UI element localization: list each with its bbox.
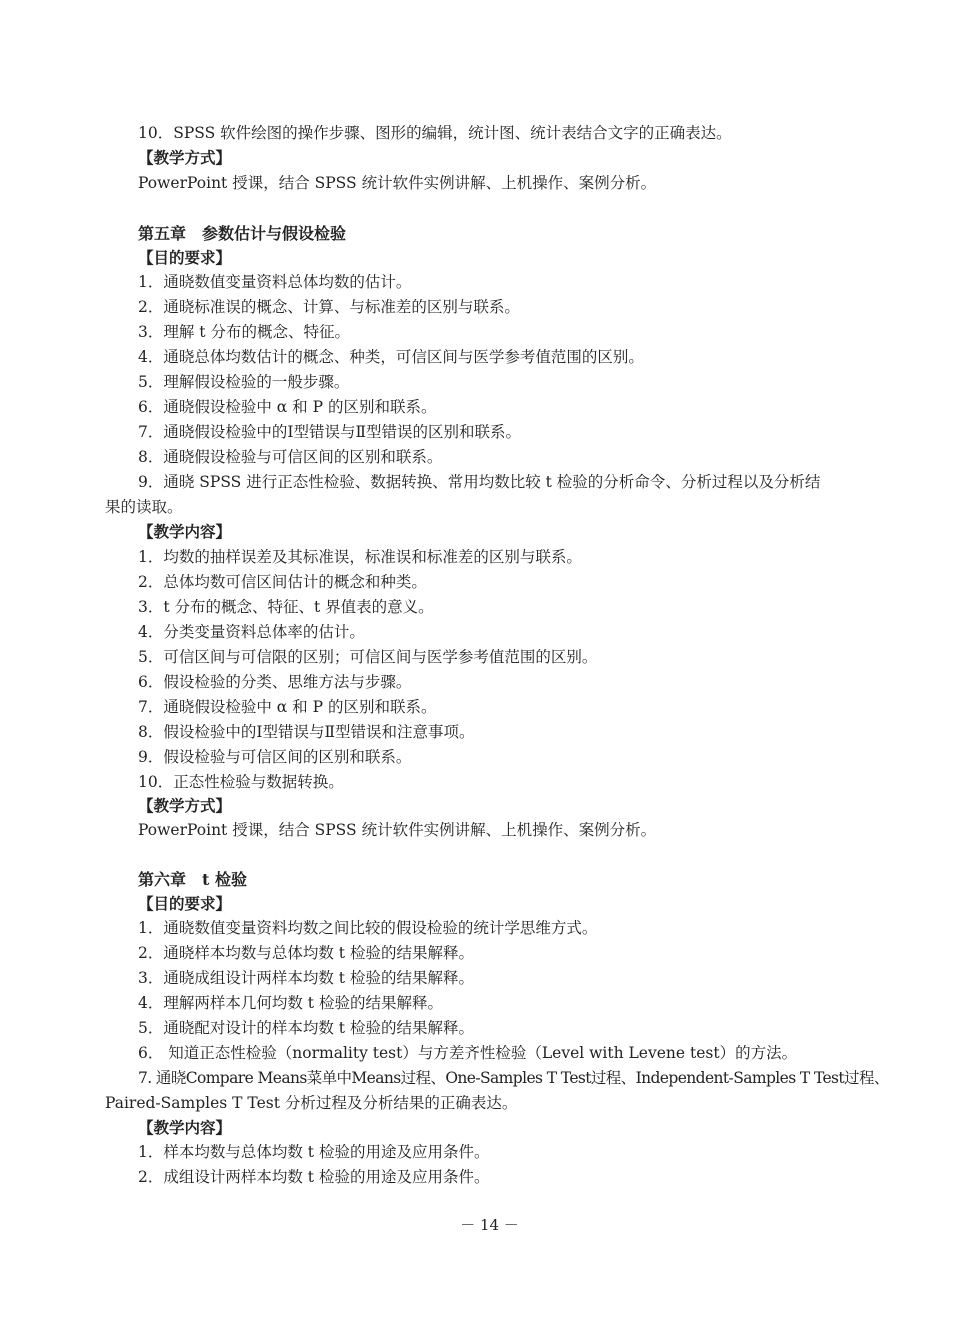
list-item: 8．通晓假设检验与可信区间的区别和联系。 — [138, 448, 443, 466]
list-item-continuation: Paired-Samples T Test 分析过程及分析结果的正确表达。 — [105, 1094, 518, 1112]
list-item: 10．正态性检验与数据转换。 — [138, 773, 344, 791]
list-item: 4．分类变量资料总体率的估计。 — [138, 623, 365, 641]
page-number: － 14 － — [460, 1216, 519, 1234]
list-item: 8．假设检验中的Ⅰ型错误与Ⅱ型错误和注意事项。 — [138, 723, 475, 741]
section-heading: 【教学内容】 — [138, 1118, 232, 1137]
section-heading: 【教学方式】 — [138, 148, 232, 167]
list-item: 1．均数的抽样误差及其标准误，标准误和标准差的区别与联系。 — [138, 548, 582, 566]
list-item: 2．总体均数可信区间估计的概念和种类。 — [138, 573, 427, 591]
section-heading: 【目的要求】 — [138, 248, 232, 267]
list-item: 4．理解两样本几何均数 t 检验的结果解释。 — [138, 994, 443, 1012]
section-heading: 【目的要求】 — [138, 894, 232, 913]
list-item: 7．通晓假设检验中 α 和 P 的区别和联系。 — [138, 698, 437, 716]
list-item: 9．通晓 SPSS 进行正态性检验、数据转换、常用均数比较 t 检验的分析命令、分析过程以及分析结 — [138, 473, 821, 491]
list-item: 3．t 分布的概念、特征、t 界值表的意义。 — [138, 598, 434, 616]
list-item: 3．理解 t 分布的概念、特征。 — [138, 323, 350, 341]
list-item-continuation: 果的读取。 — [105, 498, 183, 516]
paragraph: PowerPoint 授课，结合 SPSS 统计软件实例讲解、上机操作、案例分析。 — [138, 174, 657, 192]
list-item: 7．通晓假设检验中的Ⅰ型错误与Ⅱ型错误的区别和联系。 — [138, 423, 522, 441]
list-item: 5．通晓配对设计的样本均数 t 检验的结果解释。 — [138, 1019, 474, 1037]
chapter-title: 第六章 t 检验 — [138, 870, 247, 889]
list-item: 1．通晓数值变量资料均数之间比较的假设检验的统计学思维方式。 — [138, 919, 598, 937]
list-item: 2．通晓标准误的概念、计算、与标准差的区别与联系。 — [138, 298, 520, 316]
list-item: 6．假设检验的分类、思维方法与步骤。 — [138, 673, 412, 691]
item-text: 10．SPSS 软件绘图的操作步骤、图形的编辑，统计图、统计表结合文字的正确表达。 — [138, 124, 732, 142]
chapter-title: 第五章 参数估计与假设检验 — [138, 224, 347, 243]
list-item: 2．成组设计两样本均数 t 检验的用途及应用条件。 — [138, 1168, 490, 1186]
list-item: 9．假设检验与可信区间的区别和联系。 — [138, 748, 412, 766]
list-item: 1．通晓数值变量资料总体均数的估计。 — [138, 273, 412, 291]
list-item: 4．通晓总体均数估计的概念、种类，可信区间与医学参考值范围的区别。 — [138, 348, 644, 366]
list-item: 6． 知道正态性检验（normality test）与方差齐性检验（Level with Levene test）的方法。 — [138, 1044, 798, 1062]
list-item: 5．可信区间与可信限的区别；可信区间与医学参考值范围的区别。 — [138, 648, 598, 666]
list-item: 5．理解假设检验的一般步骤。 — [138, 373, 350, 391]
section-heading: 【教学内容】 — [138, 522, 232, 541]
list-item: 6．通晓假设检验中 α 和 P 的区别和联系。 — [138, 398, 437, 416]
list-item: 2．通晓样本均数与总体均数 t 检验的结果解释。 — [138, 944, 474, 962]
paragraph: PowerPoint 授课，结合 SPSS 统计软件实例讲解、上机操作、案例分析。 — [138, 821, 657, 839]
section-heading: 【教学方式】 — [138, 796, 232, 815]
list-item: 3．通晓成组设计两样本均数 t 检验的结果解释。 — [138, 969, 474, 987]
list-item: 1．样本均数与总体均数 t 检验的用途及应用条件。 — [138, 1143, 490, 1161]
list-item: 7. 通晓Compare Means菜单中Means过程、One-Samples T Test过程、Independent-Samples T Test过程、 — [138, 1069, 889, 1087]
